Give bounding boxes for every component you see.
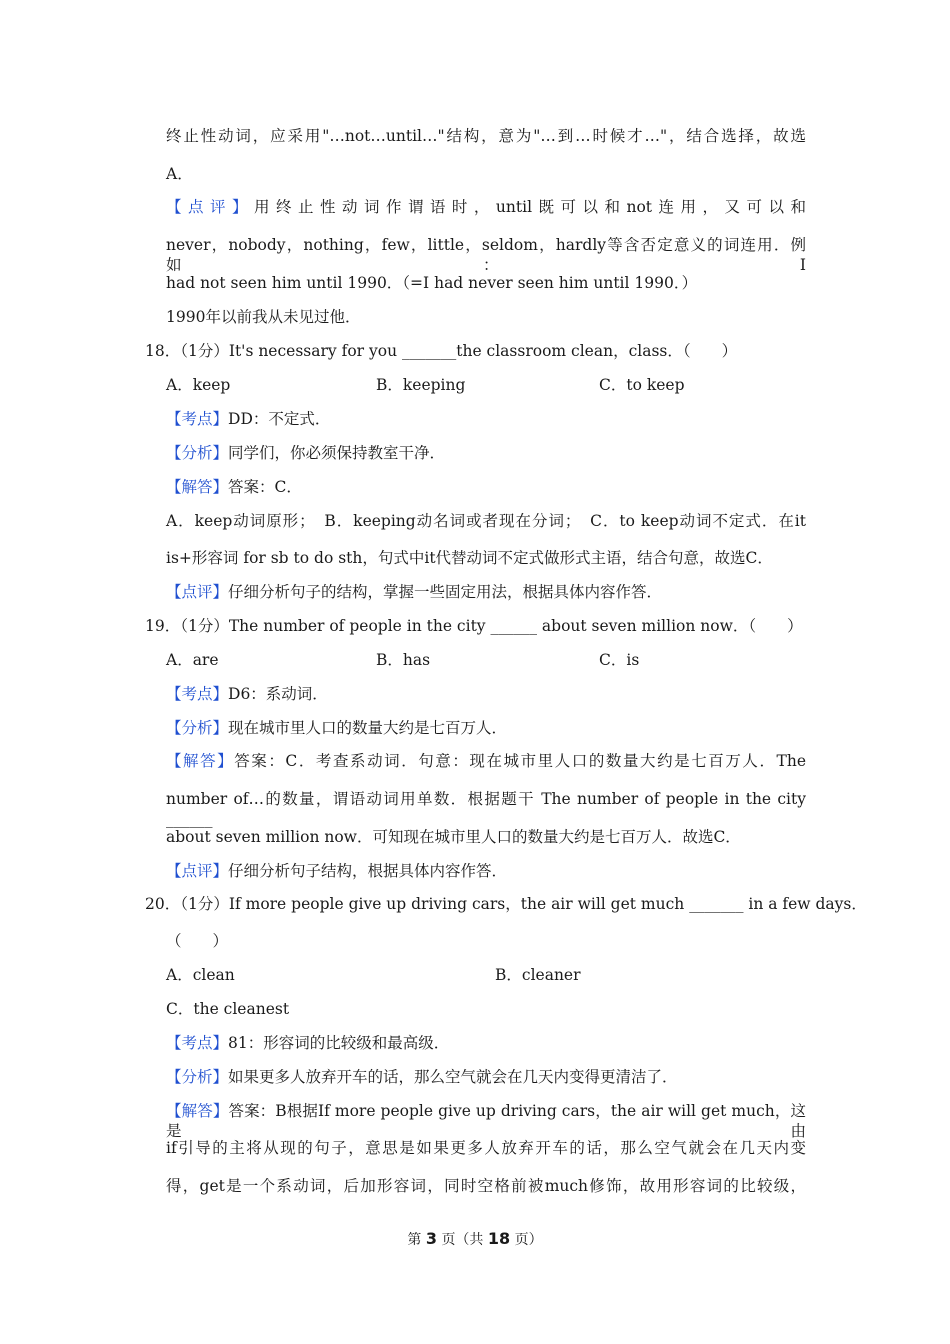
answer-text: 答案：C．考查系动词．句意：现在城市里人口的数量大约是七百万人．The bbox=[234, 752, 806, 770]
question-stem-20: 20．（1分）If more people give up driving cars，the air will get much _______ in a few days． bbox=[145, 895, 867, 913]
question-stem-18: 18．（1分）It's necessary for you _______the classroom clean，class．（ ） bbox=[145, 342, 738, 360]
analysis-text: 同学们，你必须保持教室干净． bbox=[228, 444, 446, 462]
review-text: 仔细分析句子结构，根据具体内容作答． bbox=[228, 862, 508, 880]
knowledge-point-19 bbox=[166, 684, 328, 704]
option-c-20: C．the cleanest bbox=[166, 1000, 290, 1018]
footer-middle: 页（共 bbox=[441, 1232, 484, 1248]
explanation-line: A．keep动词原形； B．keeping动名词或者现在分词； C．to keep动词不定式．在it bbox=[166, 512, 806, 530]
answer-parentheses-20: （ ） bbox=[166, 932, 229, 950]
question-stem-19: 19．（1分）The number of people in the city ______ about seven million now．（ ） bbox=[145, 617, 803, 635]
option-a-18: A．keep bbox=[166, 376, 231, 394]
explanation-line: if引导的主将从现的句子，意思是如果更多人放弃开车的话，那么空气就会在几天内变 bbox=[166, 1139, 806, 1157]
analysis-tag: 【分析】 bbox=[166, 719, 229, 737]
analysis-19 bbox=[166, 718, 507, 738]
answer-20 bbox=[166, 1101, 806, 1141]
answer-19 bbox=[166, 751, 806, 771]
analysis-tag: 【分析】 bbox=[166, 1068, 229, 1086]
explanation-line: number of…的数量，谓语动词用单数．根据题干 The number of people in the city ______ bbox=[166, 790, 806, 828]
answer-18 bbox=[166, 477, 302, 497]
explanation-line: 得，get是一个系动词，后加形容词，同时空格前被much修饰，故用形容词的比较级， bbox=[166, 1177, 806, 1195]
knowledge-text: D6：系动词． bbox=[228, 685, 328, 703]
option-c-19: C．is bbox=[599, 651, 640, 669]
text-line: 1990年以前我从未见过他． bbox=[166, 308, 361, 326]
answer-tag: 【解答】 bbox=[166, 752, 235, 770]
text-line: never，nobody，nothing，few，little，seldom，hardly等含否定意义的词连用．例如：I bbox=[166, 236, 806, 274]
review-tag: 【点评】 bbox=[166, 198, 254, 216]
analysis-18 bbox=[166, 443, 445, 463]
analysis-20 bbox=[166, 1067, 678, 1087]
analysis-text: 现在城市里人口的数量大约是七百万人． bbox=[228, 719, 508, 737]
knowledge-tag: 【考点】 bbox=[166, 685, 229, 703]
analysis-tag: 【分析】 bbox=[166, 444, 229, 462]
footer-prefix: 第 bbox=[407, 1232, 422, 1248]
total-page-number: 18 bbox=[487, 1229, 511, 1248]
current-page-number: 3 bbox=[425, 1229, 437, 1248]
option-b-19: B．has bbox=[376, 651, 431, 669]
review-text: 仔细分析句子的结构，掌握一些固定用法，根据具体内容作答． bbox=[228, 583, 663, 601]
option-c-18: C．to keep bbox=[599, 376, 685, 394]
option-b-18: B．keeping bbox=[376, 376, 466, 394]
explanation-line: about seven million now．可知现在城市里人口的数量大约是七百万人．故选C． bbox=[166, 828, 741, 846]
knowledge-point-20 bbox=[166, 1033, 449, 1053]
knowledge-tag: 【考点】 bbox=[166, 410, 229, 428]
review-19 bbox=[166, 861, 507, 881]
option-a-19: A．are bbox=[166, 651, 219, 669]
answer-text: 答案：C． bbox=[228, 478, 302, 496]
text-line: A． bbox=[166, 165, 193, 183]
review-line bbox=[166, 197, 806, 217]
review-tag: 【点评】 bbox=[166, 862, 229, 880]
knowledge-point-18 bbox=[166, 409, 330, 429]
analysis-text: 如果更多人放弃开车的话，那么空气就会在几天内变得更清洁了． bbox=[228, 1068, 678, 1086]
footer-suffix: 页） bbox=[514, 1232, 543, 1248]
knowledge-text: 81：形容词的比较级和最高级． bbox=[228, 1034, 450, 1052]
option-b-20: B．cleaner bbox=[495, 966, 581, 984]
text-line: had not seen him until 1990．（=I had never seen him until 1990．） bbox=[166, 274, 698, 292]
option-a-20: A．clean bbox=[166, 966, 235, 984]
page-footer bbox=[0, 1229, 950, 1250]
answer-tag: 【解答】 bbox=[166, 478, 229, 496]
review-tag: 【点评】 bbox=[166, 583, 229, 601]
answer-text: 答案：B根据If more people give up driving cars，the air will get much，这是由 bbox=[166, 1102, 806, 1140]
knowledge-text: DD：不定式． bbox=[228, 410, 331, 428]
text-line: 终止性动词，应采用"…not…until…"结构，意为"…到…时候才…"，结合选择，故选 bbox=[166, 127, 806, 145]
explanation-line: is+形容词 for sb to do sth，句式中it代替动词不定式做形式主语，结合句意，故选C． bbox=[166, 549, 773, 567]
knowledge-tag: 【考点】 bbox=[166, 1034, 229, 1052]
answer-tag: 【解答】 bbox=[166, 1102, 229, 1120]
review-text: 用终止性动词作谓语时，until既可以和not连用，又可以和 bbox=[253, 198, 806, 216]
review-18 bbox=[166, 582, 662, 602]
